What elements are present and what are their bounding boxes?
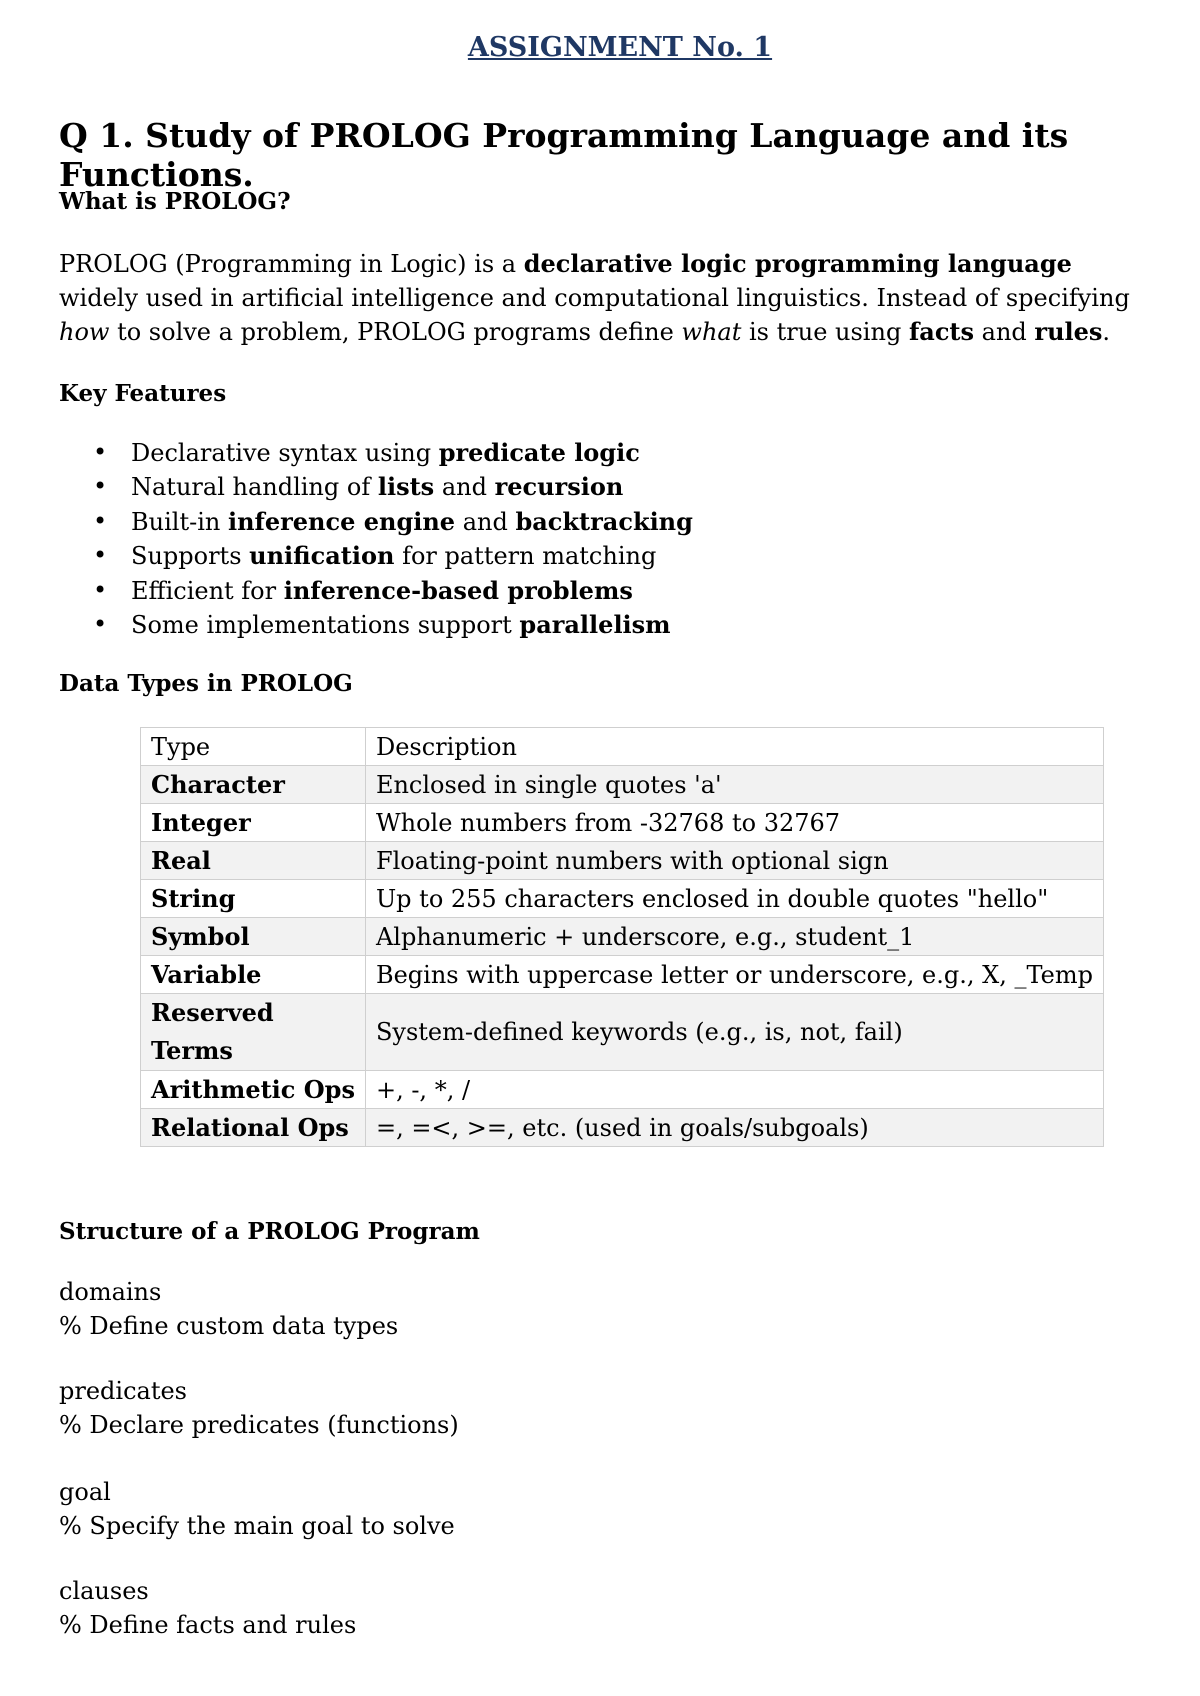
section-keyword: predicates: [59, 1377, 187, 1405]
structure-heading: Structure of a PROLOG Program: [59, 1218, 480, 1245]
list-item: • Efficient for inference-based problems: [59, 574, 693, 608]
header-type: Type: [141, 728, 366, 766]
structure-section-predicates: [59, 1374, 459, 1442]
table-row: [141, 956, 1104, 994]
description-cell: Whole numbers from -32768 to 32767: [365, 804, 1103, 842]
data-types-heading: Data Types in PROLOG: [59, 670, 353, 697]
key-features-list: [59, 436, 693, 642]
table-row: [141, 766, 1104, 804]
structure-section-clauses: [59, 1574, 356, 1642]
description-cell: System-defined keywords (e.g., is, not, fail): [365, 994, 1103, 1071]
description-cell: Floating-point numbers with optional sign: [365, 842, 1103, 880]
table-row: [141, 918, 1104, 956]
assignment-title: ASSIGNMENT No. 1: [467, 32, 773, 63]
description-cell: +, -, *, /: [365, 1071, 1103, 1109]
section-keyword: clauses: [59, 1577, 149, 1605]
what-is-heading: What is PROLOG?: [59, 188, 291, 215]
type-cell: Real: [141, 842, 366, 880]
type-cell: Variable: [141, 956, 366, 994]
description-cell: Up to 255 characters enclosed in double quotes "hello": [365, 880, 1103, 918]
list-item: • Natural handling of lists and recursion: [59, 470, 693, 504]
what-is-paragraph: PROLOG (Programming in Logic) is a declarative logic programming language widely used in artificial intelligence and computational linguistics. Instead of specifying how to solve a problem, PROLOG programs define what is true using facts and rules.: [59, 249, 1130, 346]
header-description: Description: [365, 728, 1103, 766]
section-comment: % Specify the main goal to solve: [59, 1512, 455, 1540]
section-comment: % Define facts and rules: [59, 1611, 357, 1639]
type-cell: Relational Ops: [141, 1109, 366, 1147]
description-cell: Enclosed in single quotes 'a': [365, 766, 1103, 804]
table-row: [141, 880, 1104, 918]
type-cell: Reserved Terms: [141, 994, 366, 1071]
table-row: [141, 804, 1104, 842]
description-cell: Begins with uppercase letter or underscore, e.g., X, _Temp: [365, 956, 1103, 994]
data-types-table: [140, 727, 1104, 1147]
section-comment: % Declare predicates (functions): [59, 1411, 459, 1439]
list-item: • Supports unification for pattern matching: [59, 539, 693, 573]
type-cell: String: [141, 880, 366, 918]
table-header-row: [141, 728, 1104, 766]
list-item: • Built-in inference engine and backtracking: [59, 505, 693, 539]
list-item: • Some implementations support parallelism: [59, 608, 693, 642]
table-row: [141, 1109, 1104, 1147]
type-cell: Symbol: [141, 918, 366, 956]
description-cell: Alphanumeric + underscore, e.g., student_1: [365, 918, 1103, 956]
key-features-heading: Key Features: [59, 380, 227, 407]
table-row: [141, 1071, 1104, 1109]
table-row: [141, 842, 1104, 880]
section-comment: % Define custom data types: [59, 1312, 399, 1340]
structure-section-domains: [59, 1275, 398, 1343]
section-keyword: domains: [59, 1278, 162, 1306]
table-row: [141, 994, 1104, 1071]
list-item: • Declarative syntax using predicate logic: [59, 436, 693, 470]
structure-section-goal: [59, 1475, 455, 1543]
type-cell: Arithmetic Ops: [141, 1071, 366, 1109]
type-cell: Integer: [141, 804, 366, 842]
section-keyword: goal: [59, 1478, 111, 1506]
description-cell: =, =<, >=, etc. (used in goals/subgoals): [365, 1109, 1103, 1147]
question-title: Q 1. Study of PROLOG Programming Language and its Functions.: [59, 116, 1069, 194]
type-cell: Character: [141, 766, 366, 804]
